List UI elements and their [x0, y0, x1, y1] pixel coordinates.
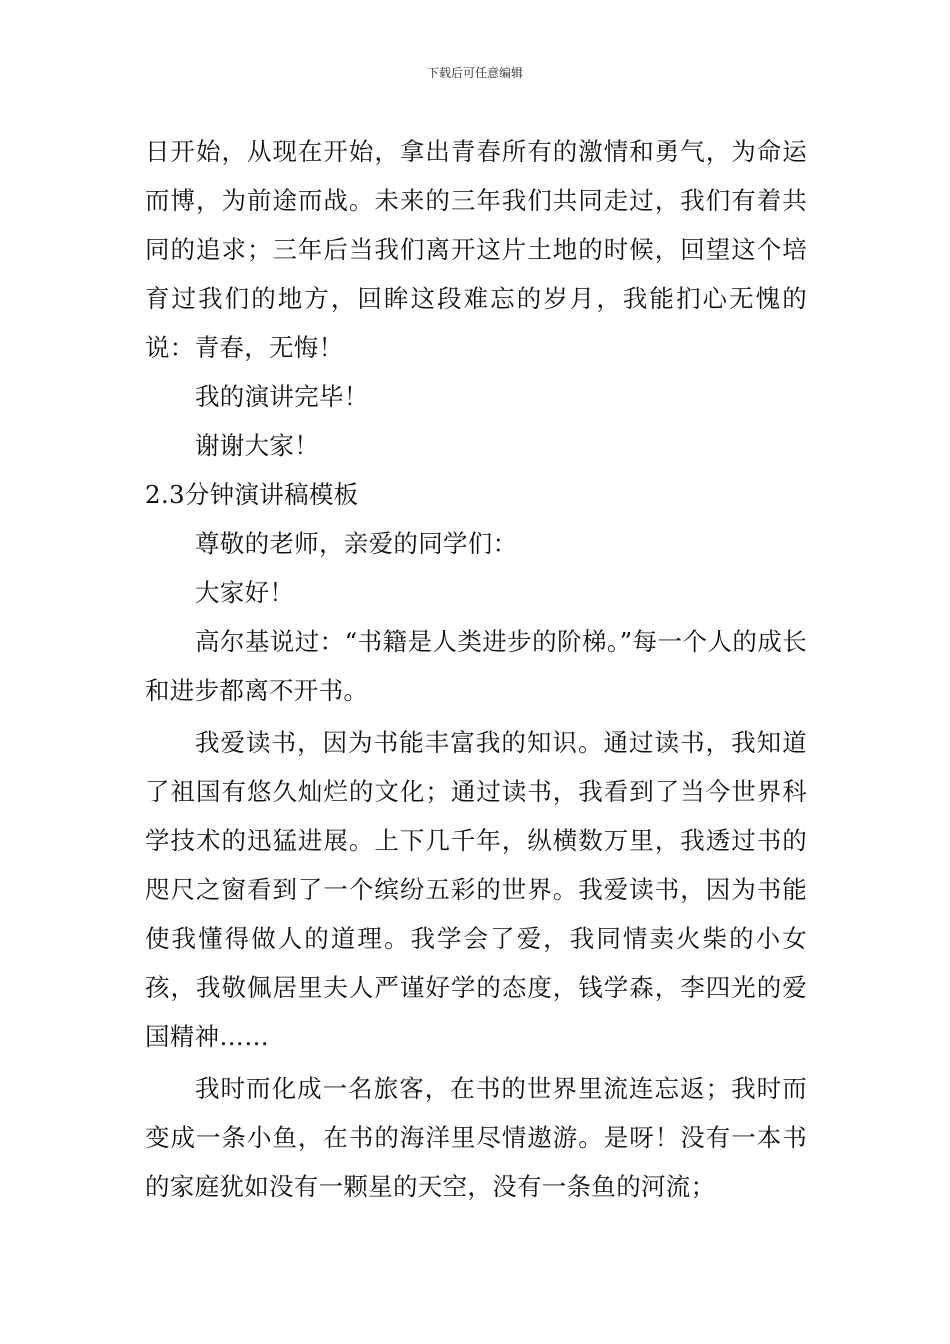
- paragraph-traveler: 我时而化成一名旅客，在书的世界里流连忘返；我时而变成一条小鱼，在书的海洋里尽情遨游。是呀！没有一本书的家庭犹如没有一颗星的天空，没有一条鱼的河流；: [145, 1074, 807, 1201]
- paragraph-thanks: 谢谢大家！: [195, 431, 319, 460]
- paragraph-speech-finished: 我的演讲完毕！: [195, 382, 369, 411]
- document-body: [145, 127, 807, 1211]
- paragraph-salutation: 尊敬的老师，亲爱的同学们：: [195, 529, 518, 558]
- paragraph-youth-ending: 日开始，从现在开始，拿出青春所有的激情和勇气，为命运而博，为前途而战。未来的三年我们共同走过，我们有着共同的追求；三年后当我们离开这片土地的时候，回望这个培育过我们的地方，回眸这段难忘的岁月，我能扪心无愧的说：青春，无悔！: [145, 137, 807, 362]
- paragraph-love-reading: 我爱读书，因为书能丰富我的知识。通过读书，我知道了祖国有悠久灿烂的文化；通过读书，我看到了当今世界科学技术的迅猛进展。上下几千年，纵横数万里，我透过书的咫尺之窗看到了一个缤纷五彩的世界。我爱读书，因为书能使我懂得做人的道理。我学会了爱，我同情卖火柴的小女孩，我敬佩居里夫人严谨好学的态度，钱学森，李四光的爱国精神……: [145, 728, 807, 1051]
- paragraph-gorky-quote: 高尔基说过：“书籍是人类进步的阶梯。”每一个人的成长和进步都离不开书。: [145, 627, 807, 705]
- section-heading: 2.3分钟演讲稿模板: [145, 480, 359, 509]
- paragraph-greeting: 大家好！: [195, 578, 295, 607]
- page-header: 下载后可任意编辑: [426, 66, 523, 80]
